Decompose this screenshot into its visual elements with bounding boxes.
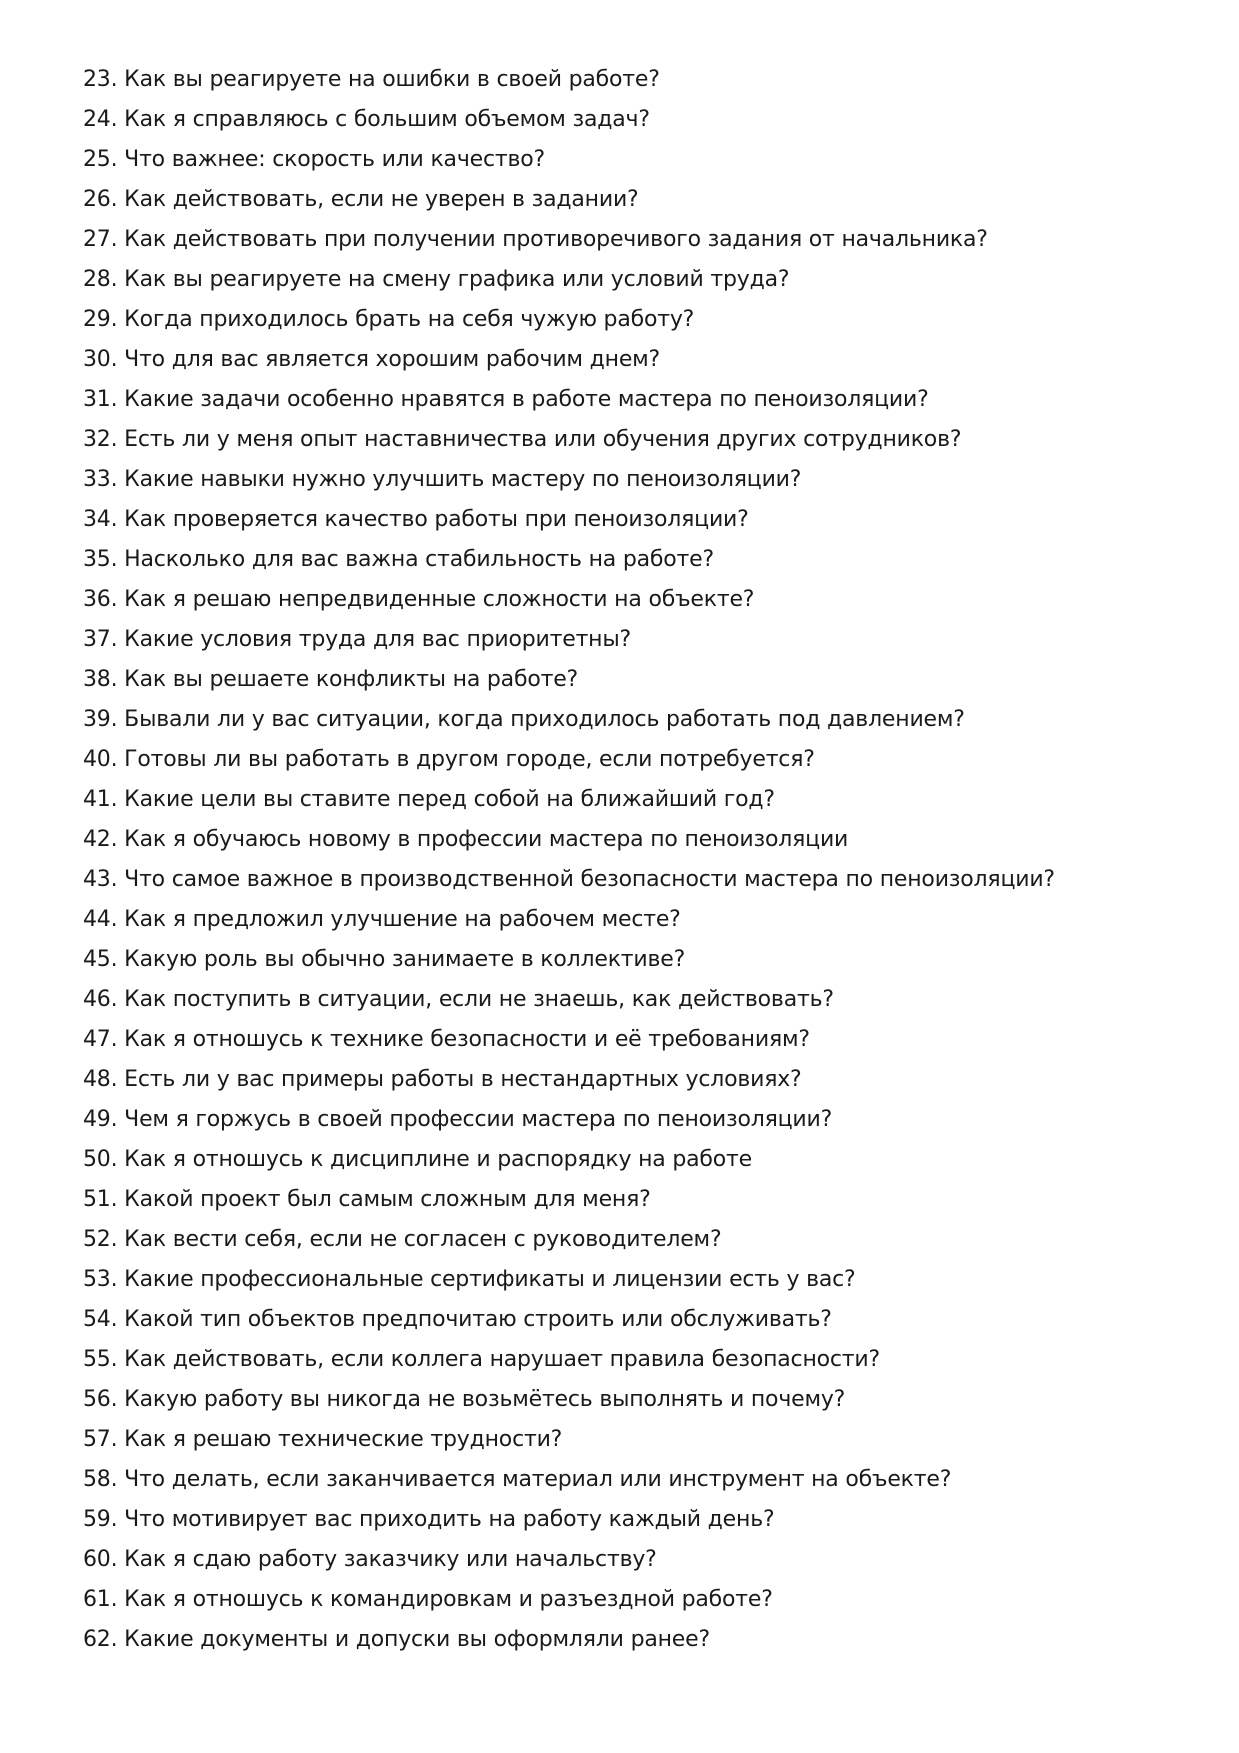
question-item: 56. Какую работу вы никогда не возьмётесь выполнять и почему? [83, 1387, 846, 1412]
question-item: 52. Как вести себя, если не согласен с руководителем? [83, 1227, 722, 1252]
question-item: 33. Какие навыки нужно улучшить мастеру по пеноизоляции? [83, 467, 802, 492]
question-item: 51. Какой проект был самым сложным для меня? [83, 1187, 651, 1212]
question-item: 47. Как я отношусь к технике безопасности и её требованиям? [83, 1027, 810, 1052]
question-item: 41. Какие цели вы ставите перед собой на ближайший год? [83, 787, 775, 812]
question-item: 30. Что для вас является хорошим рабочим днем? [83, 347, 661, 372]
question-item: 61. Как я отношусь к командировкам и разъездной работе? [83, 1587, 773, 1612]
question-item: 48. Есть ли у вас примеры работы в нестандартных условиях? [83, 1067, 802, 1092]
question-item: 26. Как действовать, если не уверен в задании? [83, 187, 639, 212]
question-list [83, 60, 1203, 1660]
question-item: 24. Как я справляюсь с большим объемом задач? [83, 107, 650, 132]
question-item: 46. Как поступить в ситуации, если не знаешь, как действовать? [83, 987, 834, 1012]
question-item: 45. Какую роль вы обычно занимаете в коллективе? [83, 947, 686, 972]
question-item: 36. Как я решаю непредвиденные сложности на объекте? [83, 587, 755, 612]
question-item: 34. Как проверяется качество работы при пеноизоляции? [83, 507, 749, 532]
question-item: 55. Как действовать, если коллега нарушает правила безопасности? [83, 1347, 880, 1372]
question-item: 25. Что важнее: скорость или качество? [83, 147, 545, 172]
question-item: 60. Как я сдаю работу заказчику или начальству? [83, 1547, 657, 1572]
question-item: 38. Как вы решаете конфликты на работе? [83, 667, 579, 692]
question-item: 57. Как я решаю технические трудности? [83, 1427, 563, 1452]
question-item: 58. Что делать, если заканчивается материал или инструмент на объекте? [83, 1467, 952, 1492]
question-item: 59. Что мотивирует вас приходить на работу каждый день? [83, 1507, 775, 1532]
question-item: 39. Бывали ли у вас ситуации, когда приходилось работать под давлением? [83, 707, 965, 732]
question-item: 37. Какие условия труда для вас приоритетны? [83, 627, 632, 652]
question-item: 44. Как я предложил улучшение на рабочем месте? [83, 907, 681, 932]
question-item: 42. Как я обучаюсь новому в профессии мастера по пеноизоляции [83, 827, 849, 852]
question-item: 29. Когда приходилось брать на себя чужую работу? [83, 307, 695, 332]
question-item: 31. Какие задачи особенно нравятся в работе мастера по пеноизоляции? [83, 387, 929, 412]
question-item: 28. Как вы реагируете на смену графика или условий труда? [83, 267, 790, 292]
question-item: 35. Насколько для вас важна стабильность на работе? [83, 547, 714, 572]
question-item: 43. Что самое важное в производственной безопасности мастера по пеноизоляции? [83, 867, 1055, 892]
question-item: 49. Чем я горжусь в своей профессии мастера по пеноизоляции? [83, 1107, 833, 1132]
question-item: 23. Как вы реагируете на ошибки в своей работе? [83, 67, 660, 92]
question-item: 54. Какой тип объектов предпочитаю строить или обслуживать? [83, 1307, 832, 1332]
question-item: 53. Какие профессиональные сертификаты и лицензии есть у вас? [83, 1267, 856, 1292]
question-item: 50. Как я отношусь к дисциплине и распорядку на работе [83, 1147, 752, 1172]
question-item: 40. Готовы ли вы работать в другом городе, если потребуется? [83, 747, 815, 772]
question-item: 62. Какие документы и допуски вы оформляли ранее? [83, 1627, 710, 1652]
question-item: 32. Есть ли у меня опыт наставничества или обучения других сотрудников? [83, 427, 962, 452]
question-item: 27. Как действовать при получении противоречивого задания от начальника? [83, 227, 988, 252]
